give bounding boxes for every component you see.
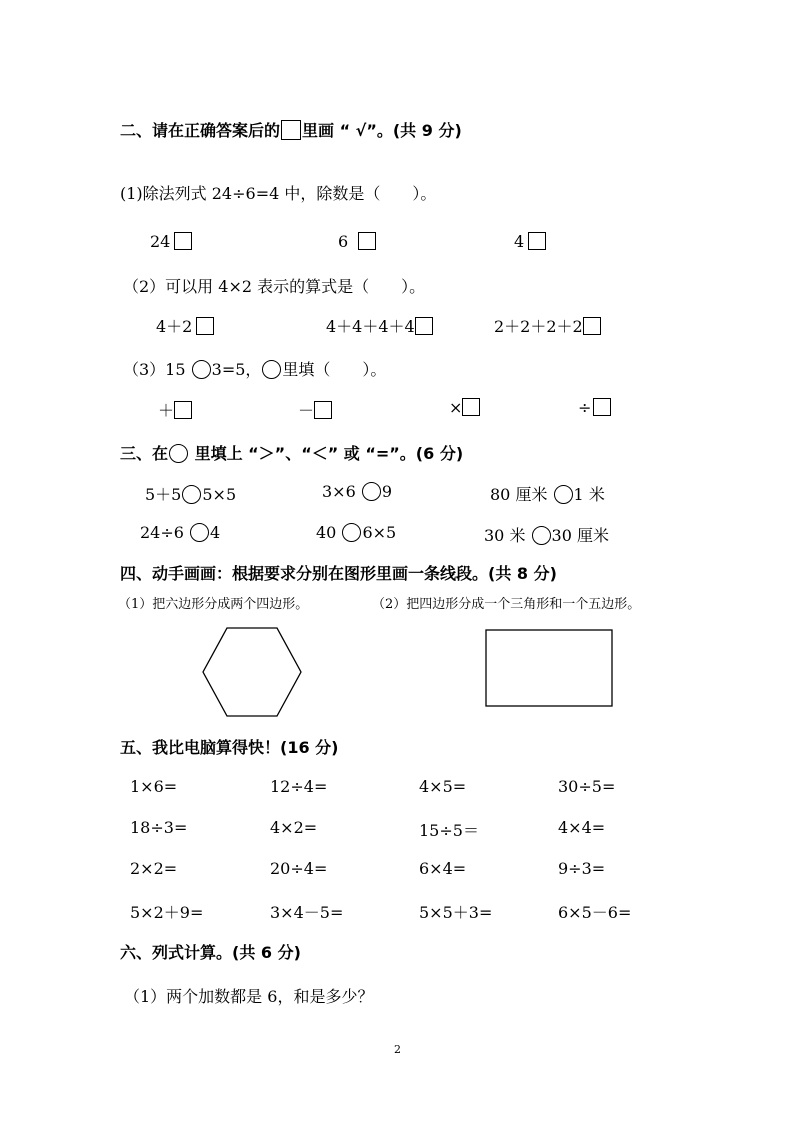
option-label: － <box>298 401 315 420</box>
compare-left: 3×6 <box>322 482 356 501</box>
compare-item <box>145 482 236 505</box>
option-item[interactable] <box>578 398 611 417</box>
option-item[interactable] <box>158 398 192 421</box>
section-4-title: 四、动手画画：根据要求分别在图形里画一条线段。(共 8 分) <box>120 564 557 583</box>
checkbox[interactable] <box>196 317 214 335</box>
compare-left: 30 米 <box>484 526 526 545</box>
option-item[interactable] <box>514 232 546 251</box>
option-label: 4 <box>514 232 525 251</box>
compare-right: 9 <box>381 482 393 501</box>
q-part: 3=5， <box>211 360 262 379</box>
option-label: 24 <box>150 232 171 251</box>
calc-item: 5×5＋3= <box>419 903 493 922</box>
compare-item <box>484 523 609 546</box>
checkbox[interactable] <box>314 401 332 419</box>
section-5-title: 五、我比电脑算得快！(16 分) <box>120 738 339 757</box>
compare-item <box>140 523 220 542</box>
question-2-2: （2）可以用 4×2 表示的算式是（ ）。 <box>123 277 426 296</box>
compare-right: 1 米 <box>573 485 605 504</box>
page-number: 2 <box>394 1043 401 1056</box>
option-label: 4＋2 <box>156 317 193 336</box>
option-label: ＋ <box>158 401 175 420</box>
section-2-title <box>120 118 462 141</box>
question-2-3 <box>123 357 386 380</box>
checkbox[interactable] <box>358 232 376 250</box>
compare-circle[interactable] <box>342 523 361 542</box>
circle-icon <box>169 444 188 463</box>
calc-item: 5×2＋9= <box>130 903 204 922</box>
calc-item: 15÷5＝ <box>419 821 479 840</box>
title-part: 里画 “ √”。(共 9 分) <box>302 121 462 140</box>
checkbox[interactable] <box>593 398 611 416</box>
checkbox[interactable] <box>462 398 480 416</box>
compare-circle[interactable] <box>182 485 201 504</box>
calc-item: 6×5－6= <box>558 903 632 922</box>
sub-question-4-2: （2）把四边形分成一个三角形和一个五边形。 <box>372 597 641 612</box>
checkbox[interactable] <box>174 401 192 419</box>
option-label: 2＋2＋2＋2 <box>494 317 583 336</box>
calc-item: 9÷3= <box>558 859 606 878</box>
option-item[interactable] <box>494 314 601 337</box>
circle-icon <box>262 360 281 379</box>
calc-item: 6×4= <box>419 859 467 878</box>
option-item[interactable] <box>338 232 376 251</box>
sub-question-4-1: （1）把六边形分成两个四边形。 <box>118 597 309 612</box>
calc-item: 2×2= <box>130 859 178 878</box>
option-label: ÷ <box>578 398 592 417</box>
title-part: 里填上 “＞”、“＜” 或 “=”。(6 分) <box>189 444 464 463</box>
question-2-1: (1)除法列式 24÷6=4 中，除数是（ ）。 <box>120 184 437 203</box>
compare-circle[interactable] <box>532 526 551 545</box>
calc-item: 30÷5= <box>558 777 616 796</box>
compare-item <box>490 482 605 505</box>
calc-item: 20÷4= <box>270 859 328 878</box>
compare-right: 6×5 <box>362 523 397 542</box>
compare-item <box>322 482 392 501</box>
option-label: 6 <box>338 232 349 251</box>
compare-left: 80 厘米 <box>490 485 548 504</box>
compare-circle[interactable] <box>554 485 573 504</box>
calc-item: 3×4－5= <box>270 903 344 922</box>
title-part: 二、请在正确答案后的 <box>120 121 281 140</box>
compare-right: 5×5 <box>202 485 237 504</box>
compare-left: 5＋5 <box>145 485 182 504</box>
answer-box-icon <box>281 120 301 140</box>
compare-item <box>316 523 396 542</box>
title-part: 三、在 <box>120 444 169 463</box>
compare-circle[interactable] <box>362 482 381 501</box>
rectangle-figure[interactable] <box>484 628 616 710</box>
option-item[interactable] <box>326 314 433 337</box>
hexagon-figure[interactable] <box>200 626 304 720</box>
calc-item: 1×6= <box>130 777 178 796</box>
calc-item: 4×2= <box>270 818 318 837</box>
calc-item: 12÷4= <box>270 777 328 796</box>
circle-icon <box>192 360 211 379</box>
compare-left: 24÷6 <box>140 523 184 542</box>
compare-left: 40 <box>316 523 337 542</box>
compare-right: 30 厘米 <box>551 526 609 545</box>
option-item[interactable] <box>150 232 192 251</box>
option-label: × <box>449 398 463 417</box>
option-item[interactable] <box>298 398 332 421</box>
compare-circle[interactable] <box>190 523 209 542</box>
section-6-title: 六、列式计算。(共 6 分) <box>120 943 301 962</box>
section-3-title <box>120 441 463 464</box>
option-item[interactable] <box>156 314 214 337</box>
checkbox[interactable] <box>583 317 601 335</box>
q-part: （3）15 <box>123 360 186 379</box>
question-6-1: （1）两个加数都是 6，和是多少？ <box>124 987 374 1006</box>
calc-item: 4×5= <box>419 777 467 796</box>
option-label: 4＋4＋4＋4 <box>326 317 415 336</box>
checkbox[interactable] <box>528 232 546 250</box>
option-item[interactable] <box>449 398 480 417</box>
q-part: 里填（ ）。 <box>282 360 387 379</box>
calc-item: 18÷3= <box>130 818 188 837</box>
calc-item: 4×4= <box>558 818 606 837</box>
checkbox[interactable] <box>415 317 433 335</box>
checkbox[interactable] <box>174 232 192 250</box>
compare-right: 4 <box>210 523 221 542</box>
